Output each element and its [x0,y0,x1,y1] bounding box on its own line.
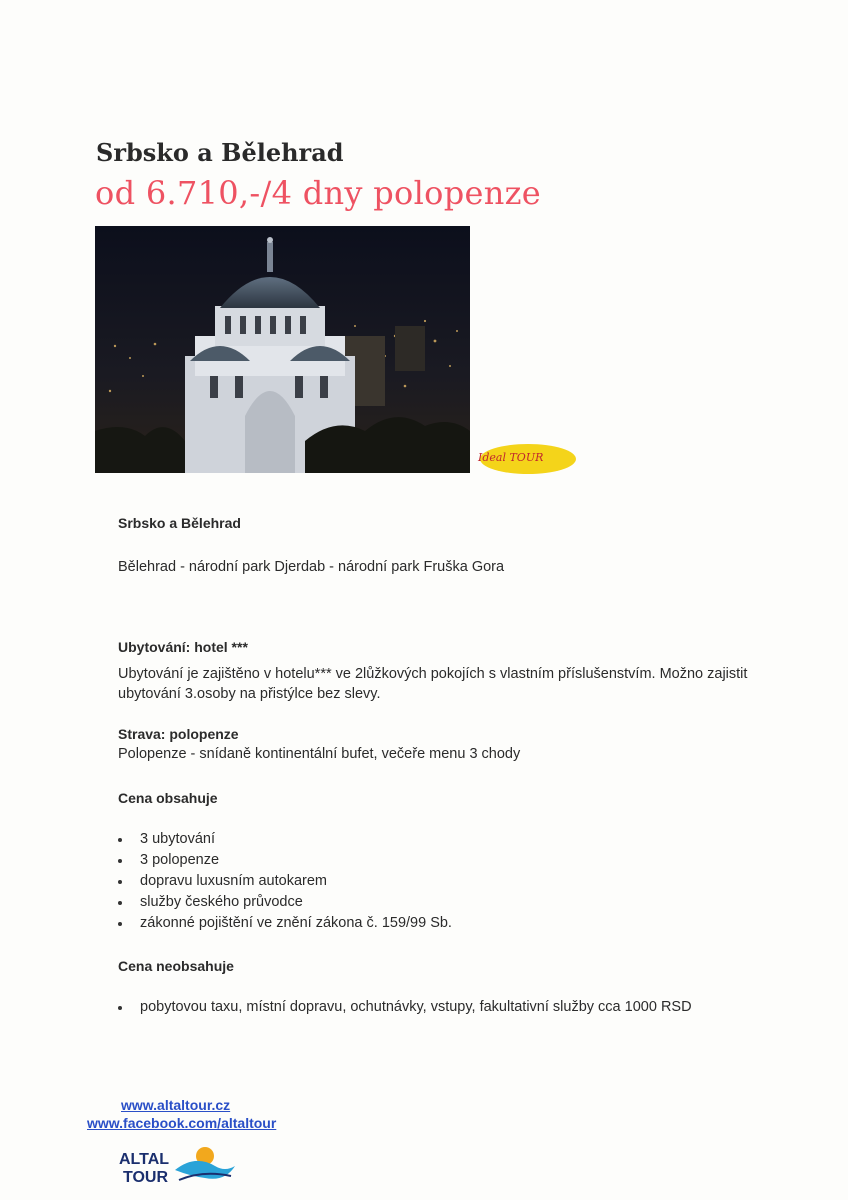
altal-logo-text-2: TOUR [123,1169,169,1186]
list-item: 3 ubytování [118,829,452,850]
page-title: Srbsko a Bělehrad [96,138,344,167]
list-item: služby českého průvodce [118,892,452,913]
facebook-link[interactable]: www.facebook.com/altaltour [87,1115,277,1131]
ideal-tour-logo-text: Ideal TOUR [478,451,544,464]
cathedral-photo [95,226,470,473]
accommodation-heading: Ubytování: hotel *** [118,639,248,655]
price-headline: od 6.710,-/4 dny polopenze [95,174,542,212]
excludes-list [118,997,692,1018]
accommodation-text: Ubytování je zajištěno v hotelu*** ve 2lůžkových pokojích s vlastním příslušenstvím. Možno zajistit ubytování 3.osoby na přistýlce bez slevy. [118,666,748,702]
altal-tour-logo [113,1140,253,1190]
includes-heading: Cena obsahuje [118,790,218,806]
route-text: Bělehrad - národní park Djerdab - národní park Fruška Gora [118,559,505,575]
section-subtitle: Srbsko a Bělehrad [118,515,241,531]
food-text: Polopenze - snídaně kontinentální bufet, večeře menu 3 chody [118,746,521,762]
list-item: dopravu luxusním autokarem [118,871,452,892]
ideal-tour-logo [470,442,580,476]
website-link[interactable]: www.altaltour.cz [121,1097,231,1113]
list-item: 3 polopenze [118,850,452,871]
list-item: pobytovou taxu, místní dopravu, ochutnávky, vstupy, fakultativní služby cca 1000 RSD [118,997,692,1018]
food-heading: Strava: polopenze [118,726,239,742]
includes-list [118,829,452,934]
excludes-heading: Cena neobsahuje [118,958,234,974]
list-item: zákonné pojištění ve znění zákona č. 159/99 Sb. [118,913,452,934]
altal-logo-text-1: ALTAL [119,1151,170,1168]
